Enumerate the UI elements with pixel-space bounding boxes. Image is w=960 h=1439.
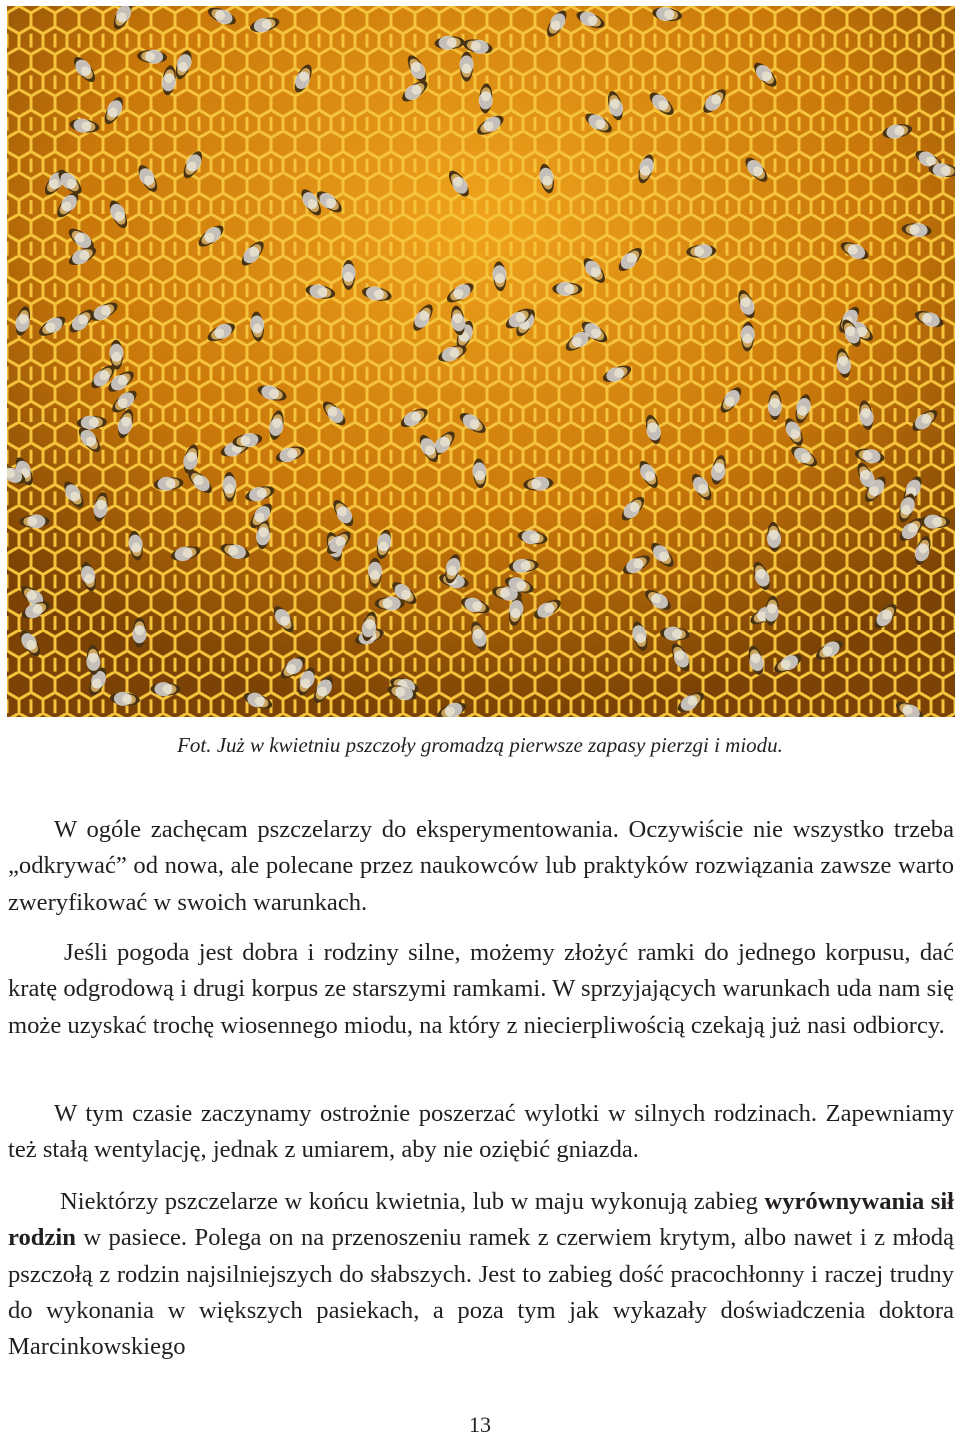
paragraph-weather: Jeśli pogoda jest dobra i rodziny silne, możemy złożyć ramki do jednego korpusu, dać kratę odgrodową i drugi korpus ze starszymi ramkami. W sprzyjających warunkach uda nam się może uzyskać trochę wiosennego miodu, na który z niecierpliwością czekają już nasi odbiorcy. — [8, 939, 954, 1039]
paragraph-experiments: W ogóle zachęcam pszczelarzy do eksperymentowania. Oczywiście nie wszystko trzeba „odkrywać” od nowa, ale polecane przez naukowców lub praktyków rozwiązania zawsze warto zweryfikować w swoich warunkach. — [8, 816, 954, 916]
paragraph-text-start: Niektórzy pszczelarze w końcu kwietnia, lub w maju wykonują zabieg — [60, 1188, 765, 1215]
paragraph-equalizing — [8, 1184, 954, 1365]
honeycomb-bees-photo — [7, 6, 955, 717]
emphasized-term: wyrównywania sił rodzin — [8, 1188, 955, 1252]
paragraph-entrances: W tym czasie zaczynamy ostrożnie poszerzać wylotki w silnych rodzinach. Zapewniamy też stałą wentylację, jednak z umiarem, aby nie oziębić gniazda. — [8, 1100, 954, 1164]
photo-caption: Fot. Już w kwietniu pszczoły gromadzą pierwsze zapasy pierzgi i miodu. — [177, 733, 783, 757]
paragraph-text-end: w pasiece. Polega on na przenoszeniu ramek z czerwiem krytym, albo nawet i z młodą pszczołą z rodzin najsilniejszych do słabszych. Jest to zabieg dość pracochłonny i raczej trudny do wykonania w większych pasiekach, a poza tym jak wykazały doświadczenia doktora Marcinkowskiego — [8, 1224, 954, 1361]
page-number: 13 — [469, 1412, 491, 1437]
honeycomb-illustration — [7, 6, 955, 717]
